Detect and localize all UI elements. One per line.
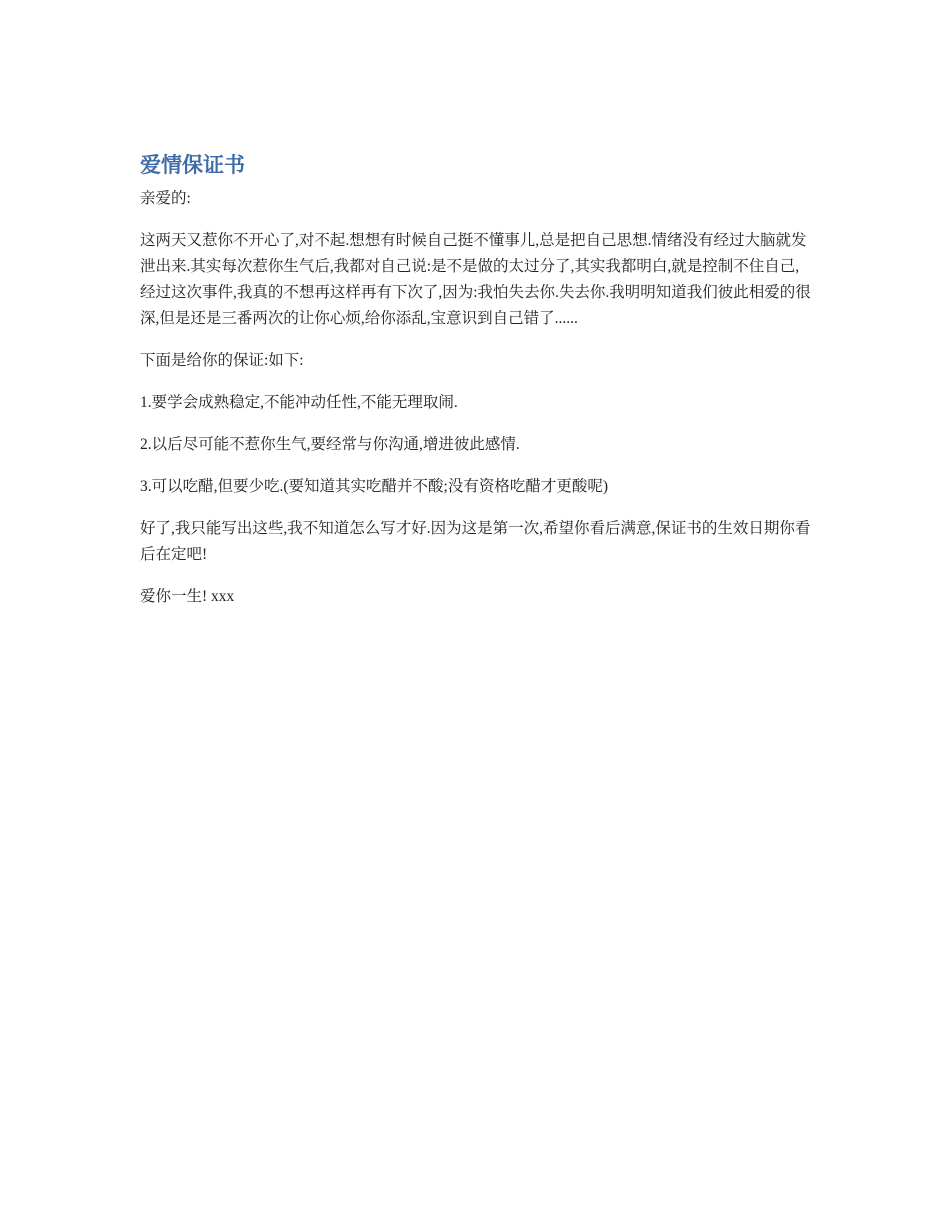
document-title: 爱情保证书 <box>140 153 245 177</box>
promise-item-2: 2.以后尽可能不惹你生气,要经常与你沟通,增进彼此感情. <box>140 436 520 453</box>
closing-signature: 爱你一生! xxx <box>140 588 235 605</box>
promise-item-3: 3.可以吃醋,但要少吃.(要知道其实吃醋并不酸;没有资格吃醋才更酸呢) <box>140 478 609 495</box>
promise-intro: 下面是给你的保证:如下: <box>140 352 304 369</box>
promise-item-1: 1.要学会成熟稳定,不能冲动任性,不能无理取闹. <box>140 394 458 411</box>
greeting-line: 亲爱的: <box>140 190 191 207</box>
apology-paragraph: 这两天又惹你不开心了,对不起.想想有时候自己挺不懂事儿,总是把自己思想.情绪没有经过大脑就发泄出来.其实每次惹你生气后,我都对自己说:是不是做的太过分了,其实我都明白,就是控制不住自己,经过这次事件,我真的不想再这样再有下次了,因为:我怕失去你.失去你.我明明知道我们彼此相爱的很深,但是还是三番两次的让你心烦,给你添乱,宝意识到自己错了...... <box>140 232 811 327</box>
conclusion-paragraph: 好了,我只能写出这些,我不知道怎么写才好.因为这是第一次,希望你看后满意,保证书的生效日期你看后在定吧! <box>140 520 811 563</box>
document-body <box>140 148 812 626</box>
